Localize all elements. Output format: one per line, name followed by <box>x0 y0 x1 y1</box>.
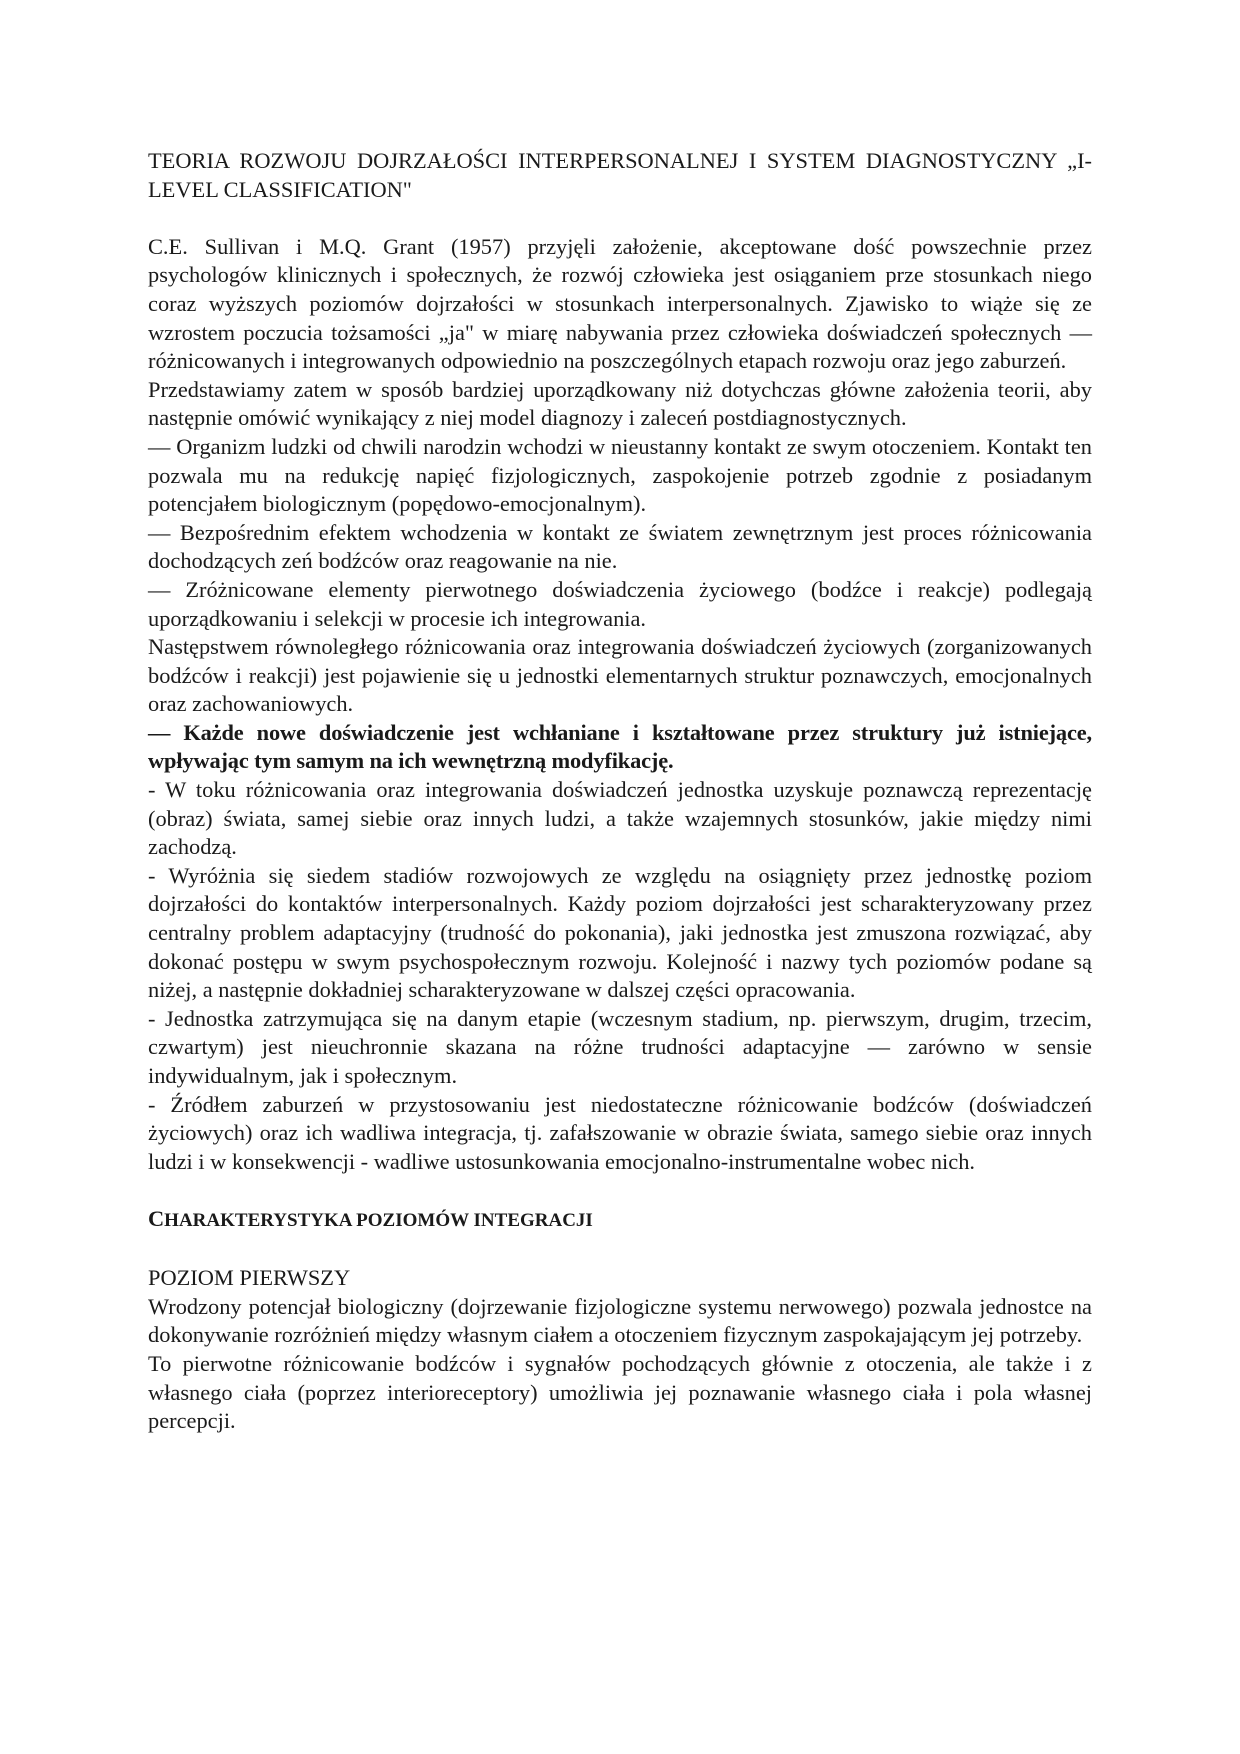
document-body <box>148 233 1092 1177</box>
paragraph: Przedstawiamy zatem w sposób bardziej uporządkowany niż dotychczas główne założenia teorii, aby następnie omówić wynikający z niej model diagnozy i zaleceń postdiagnostycznych. <box>148 376 1092 431</box>
subheading: POZIOM PIERWSZY <box>148 1265 351 1291</box>
paragraph: — Bezpośrednim efektem wchodzenia w kontakt ze światem zewnętrznym jest proces różnicowania dochodzących zeń bodźców oraz reagowanie na nie. <box>148 519 1092 574</box>
paragraph: C.E. Sullivan i M.Q. Grant (1957) przyjęli założenie, akceptowane dość powszechnie przez psychologów klinicznych i społecznych, że rozwój człowieka jest osiąganiem prze stosunkach niego coraz wyższych poziomów dojrzałości w stosunkach interpersonalnych. Zjawisko to wiąże się ze wzrostem poczucia tożsamości „ja" w miarę nabywania przez człowieka doświadczeń społecznych — różnicowanych i integrowanych odpowiednio na poszczególnych etapach rozwoju oraz jego zaburzeń. <box>148 233 1092 374</box>
paragraph: - Wyróżnia się siedem stadiów rozwojowych ze względu na osiągnięty przez jednostkę poziom dojrzałości do kontaktów interpersonalnych. Każdy poziom dojrzałości jest scharakteryzowany przez centralny problem adaptacyjny (trudność do pokonania), jaki jednostka jest zmuszona rozwiązać, aby dokonać postępu w swym psychospołecznym rozwoju. Kolejność i nazwy tych poziomów podane są niżej, a następnie dokładniej scharakteryzowane w dalszej części opracowania. <box>148 862 1092 1003</box>
paragraph-emphasized: — Każde nowe doświadczenie jest wchłaniane i kształtowane przez struktury już istniejące, wpływając tym samym na ich wewnętrzną modyfikację. <box>148 719 1092 774</box>
paragraph: — Zróżnicowane elementy pierwotnego doświadczenia życiowego (bodźce i reakcje) podlegają uporządkowaniu i selekcji w procesie ich integrowania. <box>148 576 1092 631</box>
section-heading-initial: C <box>148 1205 165 1231</box>
section-heading <box>148 1205 1092 1236</box>
document-title: TEORIA ROZWOJU DOJRZAŁOŚCI INTERPERSONALNEJ I SYSTEM DIAGNOSTYCZNY „I-LEVEL CLASSIFICATION" <box>148 148 1092 202</box>
paragraph: To pierwotne różnicowanie bodźców i sygnałów pochodzących głównie z otoczenia, ale także i z własnego ciała (poprzez interioreceptory) umożliwia jej poznawanie własnego ciała i pola własnej percepcji. <box>148 1350 1092 1434</box>
paragraph: - Źródłem zaburzeń w przystosowaniu jest niedostateczne różnicowanie bodźców (doświadczeń życiowych) oraz ich wadliwa integracja, tj. zafałszowanie w obrazie świata, samego siebie oraz innych ludzi i w konsekwencji - wadliwe ustosunkowania emocjonalno-instrumentalne wobec nich. <box>148 1091 1092 1174</box>
paragraph: — Organizm ludzki od chwili narodzin wchodzi w nieustanny kontakt ze swym otoczeniem. Kontakt ten pozwala mu na redukcję napięć fizjologicznych, zaspokojenie potrzeb zgodnie z posiadanym potencjałem biologicznym (popędowo-emocjonalnym). <box>148 433 1092 517</box>
paragraph: Następstwem równoległego różnicowania oraz integrowania doświadczeń życiowych (zorganizowanych bodźców i reakcji) jest pojawienie się u jednostki elementarnych struktur poznawczych, emocjonalnych oraz zachowaniowych. <box>148 634 1092 717</box>
paragraph: Wrodzony potencjał biologiczny (dojrzewanie fizjologiczne systemu nerwowego) pozwala jednostce na dokonywanie rozróżnień między własnym ciałem a otoczeniem fizycznym zaspokajającym jej potrzeby. <box>148 1293 1092 1348</box>
paragraph: - W toku różnicowania oraz integrowania doświadczeń jednostka uzyskuje poznawczą reprezentację (obraz) świata, samej siebie oraz innych ludzi, a także wzajemnych stosunków, jakie między nimi zachodzą. <box>148 777 1092 860</box>
document-page <box>148 147 1092 1436</box>
paragraph: - Jednostka zatrzymująca się na danym etapie (wczesnym stadium, np. pierwszym, drugim, trzecim, czwartym) jest nieuchronnie skazana na różne trudności adaptacyjne — zarówno w sensie indywidualnym, jak i społecznym. <box>148 1005 1092 1088</box>
section-body <box>148 1293 1092 1436</box>
section-heading-text: HARAKTERYSTYKA POZIOMÓW INTEGRACJI <box>164 1209 593 1231</box>
